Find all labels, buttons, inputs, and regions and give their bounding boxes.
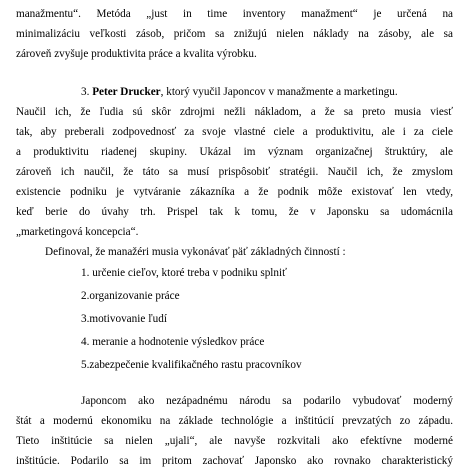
paragraph3-line-2: štát a modernú ekonomiku na základe technológie a inštitúcií prevzatých zo západu. — [16, 415, 453, 427]
paragraph3-line-3: Tieto inštitúcie sa nielen „ujali“, ale navyše rozkvitali ako efektívne moderné — [16, 435, 453, 447]
activity-item-2: 2.organizovanie práce — [81, 290, 180, 302]
activity-item-4: 4. meranie a hodnotenie výsledkov práce — [81, 336, 265, 348]
paragraph1-line-3: zároveň zvyšuje produktivita práce a kvalita výrobku. — [16, 48, 257, 60]
activity-item-1: 1. určenie cieľov, ktoré treba v podniku splniť — [81, 267, 287, 279]
paragraph2-line-7: keď berie do úvahy trh. Prispel tak k tomu, že v Japonsku sa udomácnila — [16, 206, 453, 218]
paragraph1-line-2: minimalizáciu veľkosti zásob, pričom sa znižujú nielen náklady na zásoby, ale sa — [16, 28, 453, 40]
paragraph2-line-2: Naučil ich, že ľudia sú skôr zdrojmi nežli nákladom, a že sa preto musia viesť — [16, 106, 453, 118]
paragraph2-line-4: a produktivitu riadenej skupiny. Ukázal im význam organizačnej štruktúry, ale — [16, 146, 453, 158]
paragraph1-line-1: manažmentu“. Metóda „just in time inventory manažment“ je určená na — [16, 8, 453, 20]
activity-item-5: 5.zabezpečenie kvalifikačného rastu pracovníkov — [81, 359, 302, 371]
paragraph2-first-rest: , ktorý vyučil Japoncov v manažmente a marketingu. — [160, 86, 398, 98]
paragraph3-line-4: inštitúcie. Podarilo sa im pritom zachovať Japonsko ako rovnako charakteristický — [16, 455, 453, 467]
activity-item-3: 3.motivovanie ľudí — [81, 313, 167, 325]
paragraph2-line-8: „marketingová koncepcia“. — [16, 226, 139, 238]
activities-intro: Definoval, že manažéri musia vykonávať päť základných činností : — [45, 246, 346, 258]
paragraph2-number: 3. — [81, 86, 90, 98]
paragraph2-line-6: existencie podniku je vytváranie zákazníka a že podnik môže existovať len vtedy, — [16, 186, 453, 198]
paragraph2-line-1 — [81, 82, 453, 102]
paragraph3-line-1: Japoncom ako nezápadnému národu sa podarilo vybudovať moderný — [81, 395, 453, 407]
paragraph2-line-3: tak, aby preberali zodpovednosť za svoje vlastné ciele a produktivitu, ale i za ciele — [16, 126, 453, 138]
paragraph2-line-5: zároveň ich naučil, že táto sa musí prispôsobiť stratégii. Naučil ich, že zmyslom — [16, 166, 453, 178]
paragraph2-name: Peter Drucker — [92, 86, 161, 98]
